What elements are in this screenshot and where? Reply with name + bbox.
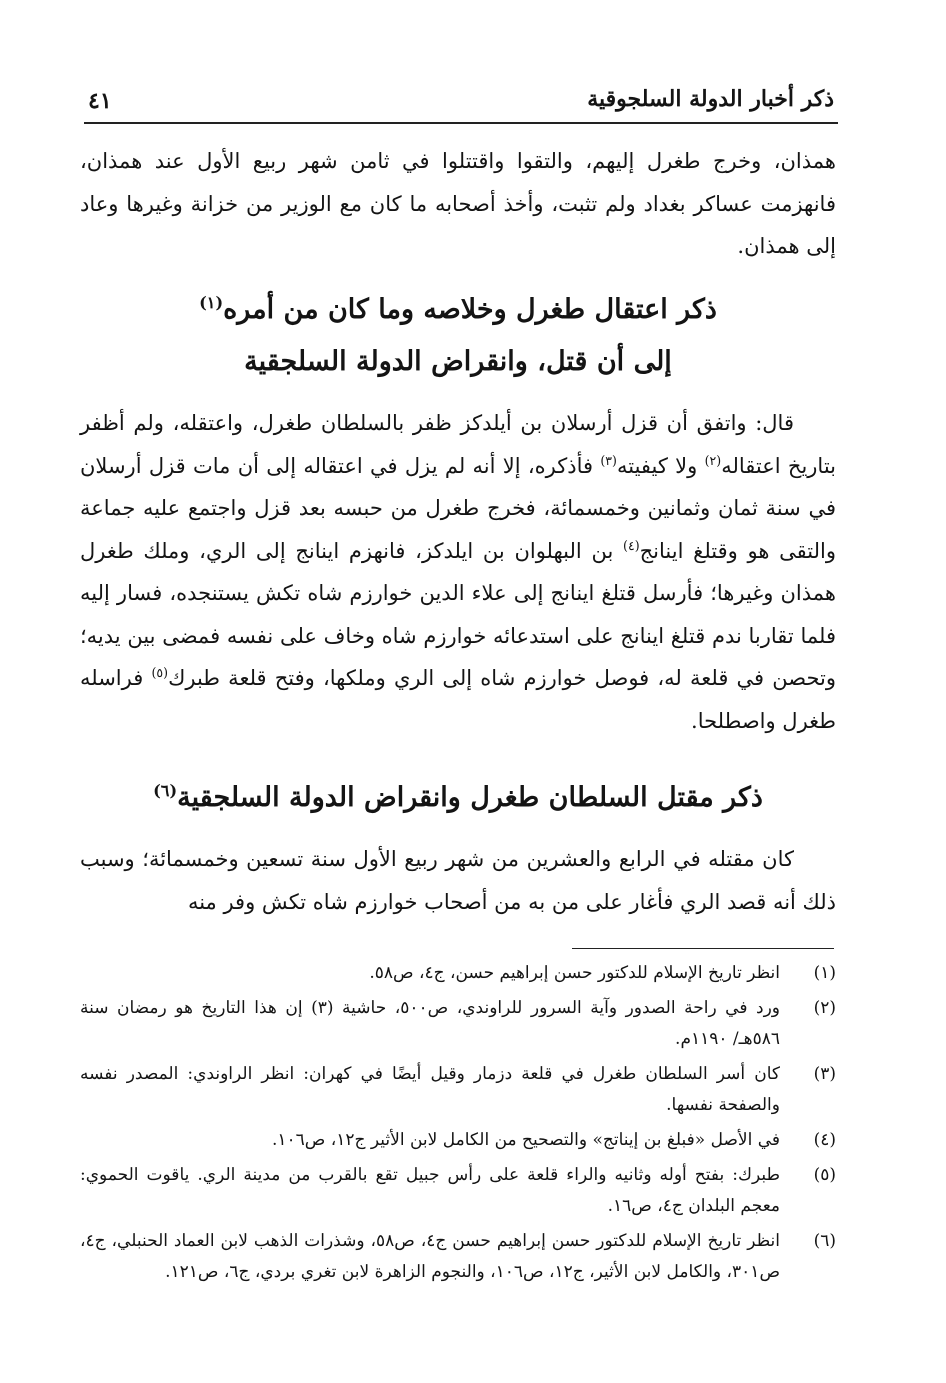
section-heading-1: [80, 284, 836, 388]
paragraph-2-part-3: فأذكره، إلا أنه لم يزل في اعتقاله إلى أن مات قزل أرسلان في سنة ثمان وثمانين وخمسمائة، فخرج طغرل من حبسه بعد قزل واجتمع عليه جماعة والتقى هو وقتلغ اينانج: [80, 453, 836, 563]
footnote-6: [80, 1226, 836, 1288]
heading-1-line-1: [80, 284, 836, 336]
footnotes: [80, 958, 836, 1292]
footnote-number: (٢): [813, 998, 836, 1018]
footnote-ref-2: (٢): [704, 452, 722, 468]
footnote-5: [80, 1160, 836, 1222]
paragraph-2-part-2: ولا كيفيته: [616, 453, 705, 478]
footnote-number: (٥): [813, 1165, 836, 1185]
footnote-number: (١): [813, 963, 836, 983]
running-title: ذكر أخبار الدولة السلجوقية: [587, 86, 834, 112]
footnote-text: كان أسر السلطان طغرل في قلعة دزمار وقيل أيضًا في كهران: انظر الراوندي: المصدر نفسه والصفحة نفسها.: [80, 1064, 780, 1115]
footnote-ref-4: (٤): [623, 537, 640, 553]
footnote-1: [80, 958, 836, 989]
footnote-ref-3: (٣): [600, 452, 617, 468]
footnote-number: (٤): [813, 1130, 836, 1150]
footnote-separator: [572, 948, 834, 949]
heading-1-line-1-text: ذكر اعتقال طغرل وخلاصه وما كان من أمره: [223, 294, 717, 325]
header-rule: [84, 122, 838, 124]
heading-1-line-2: إلى أن قتل، وانقراض الدولة السلجقية: [244, 346, 672, 377]
section-heading-2: [80, 772, 836, 824]
footnote-ref-5: (٥): [151, 665, 169, 680]
footnote-text: انظر تاريخ الإسلام للدكتور حسن إبراهيم حسن، ج٤، ص٥٨.: [369, 963, 780, 983]
footnote-ref-1: (١): [199, 293, 224, 312]
paragraph-2-part-5: فراسله طغرل واصطلحا.: [80, 666, 836, 733]
paragraph-2-part-1: قال: واتفق أن قزل أرسلان بن أيلدكز ظفر بالسلطان طغرل، واعتقله، ولم أظفر بتاريخ اعتقاله: [80, 411, 837, 478]
paragraph-2-part-4: بن البهلوان بن ايلدكز، فانهزم اينانج إلى الري، وملك طغرل همذان وغيرها؛ فأرسل قتلغ اينانج إلى علاء الدين خوارزم شاه تكش يستنجده، فسار إليه فلما تقاربا ندم قتلغ اينانج على استدعائه خوارزم شاه وخاف على نفسه فمضى بين يديه؛ وتحصن في قلعة له، فوصل خوارزم شاه إلى الري وملكها، وفتح قلعة طبرك: [80, 538, 836, 690]
footnote-number: (٣): [813, 1064, 836, 1084]
footnote-text: في الأصل «فبلغ بن إيناتج» والتصحيح من الكامل لابن الأثير ج١٢، ص١٠٦.: [271, 1130, 780, 1150]
footnote-ref-6: (٦): [153, 781, 178, 800]
footnote-text: ورد في راحة الصدور وآية السرور للراوندي، ص٥٠٠، حاشية (٣) إن هذا التاريخ هو رمضان سنة ٥٨٦هـ/ ١١٩٠م.: [80, 998, 781, 1049]
paragraph-1: همذان، وخرج طغرل إليهم، والتقوا واقتتلوا في ثامن شهر ربيع الأول عند همذان، فانهزمت عساكر بغداد ولم تثبت، وأخذ أصحابه ما كان مع الوزير من خزانة وغيرها وعاد إلى همذان.: [80, 149, 836, 258]
footnote-text: طبرك: بفتح أوله وثانيه والراء قلعة على رأس جبيل تقع بالقرب من مدينة الري. ياقوت الحموي: معجم البلدان ج٤، ص١٦.: [80, 1165, 780, 1216]
footnote-3: [80, 1059, 836, 1121]
footnote-2: [80, 993, 836, 1055]
page-number: ٤١: [88, 88, 112, 114]
footnote-number: (٦): [813, 1231, 836, 1251]
paragraph-2: [80, 402, 836, 742]
heading-2-text: ذكر مقتل السلطان طغرل وانقراض الدولة السلجقية: [177, 782, 763, 813]
paragraph-3: كان مقتله في الرابع والعشرين من شهر ربيع الأول سنة تسعين وخمسمائة؛ وسبب ذلك أنه قصد الري فأغار على من به من أصحاب خوارزم شاه تكش وفر منه: [80, 847, 836, 914]
footnote-text: انظر تاريخ الإسلام للدكتور حسن إبراهيم حسن ج٤، ص٥٨، وشذرات الذهب لابن العماد الحنبلي، ج٤، ص٣٠١، والكامل لابن الأثير، ج١٢، ص١٠٦، والنجوم الزاهرة لابن تغري بردي، ج٦، ص١٢١.: [80, 1231, 780, 1282]
footnote-4: [80, 1125, 836, 1156]
